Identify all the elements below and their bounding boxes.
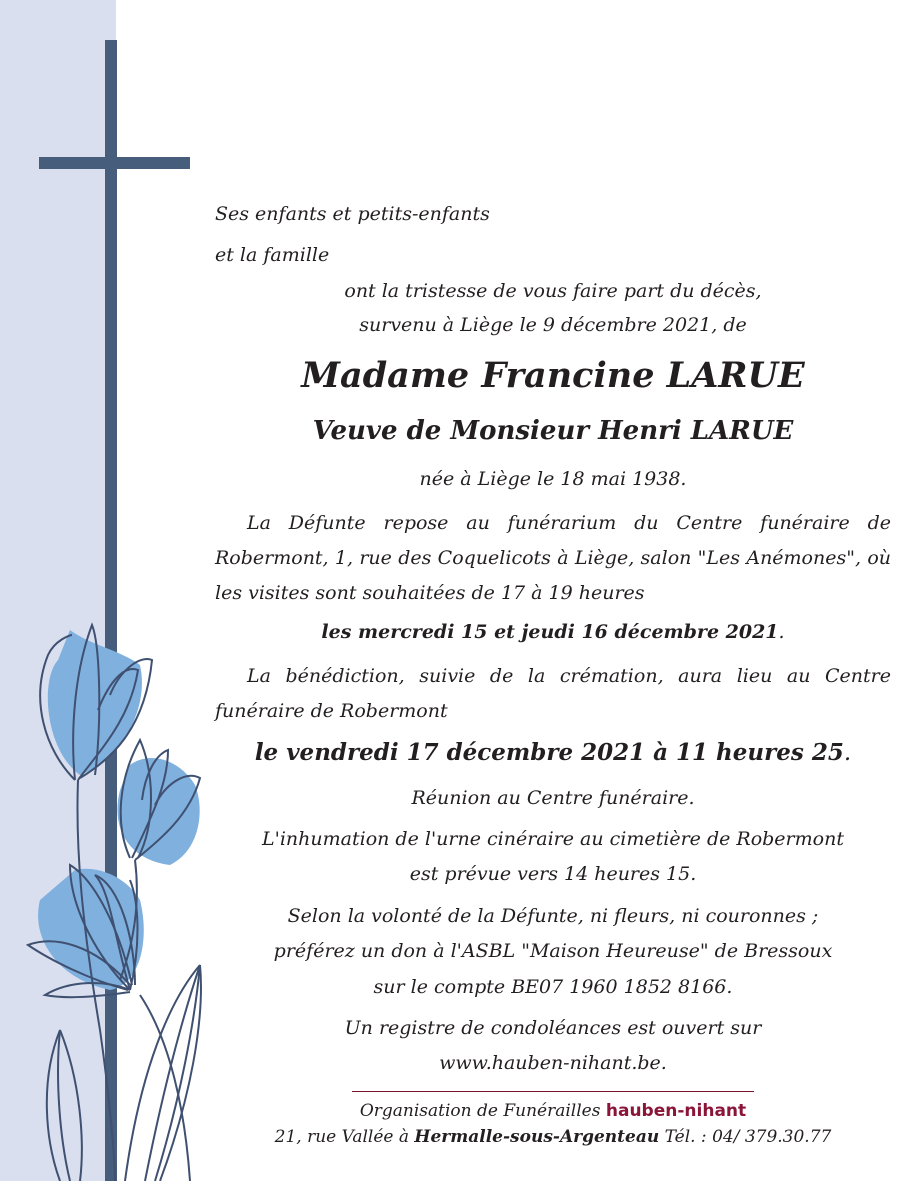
register-link[interactable]: www.hauben-nihant.be. [439,1052,667,1074]
ceremony-date-suffix: . [843,740,852,766]
inhumation-line-1: L'inhumation de l'urne cinéraire au cimetière de Robermont [262,828,844,850]
footer-phone: Tél. : 04/ 379.30.77 [664,1127,832,1147]
visitation-dates-bold: les mercredi 15 et jeudi 16 décembre 2021 [321,621,779,643]
footer-divider [352,1091,754,1092]
register-line-1: Un registre de condoléances est ouvert sur [344,1017,762,1039]
deceased-name: Madame Francine LARUE [301,355,805,396]
ceremony-text: La bénédiction, suivie de la crémation, aura lieu au Centre funéraire de Robermont [215,665,891,722]
footer-address [215,1125,891,1149]
tulip-flowers-illustration [0,600,240,1181]
footer-org-label: Organisation de Funérailles [359,1101,601,1121]
inhumation-line-2: est prévue vers 14 heures 15. [409,863,697,885]
cross-bar [39,157,190,169]
footer-organisation [352,1099,754,1123]
visitation-dates-suffix: . [778,621,785,643]
footer-address-town: Hermalle-sous-Argenteau [414,1127,660,1147]
intro-line-2: et la famille [215,244,330,266]
brand-logo: hauben-nihant [605,1101,747,1121]
wishes-line-2: préférez un don à l'ASBL "Maison Heureuse" de Bressoux [273,940,833,962]
visitation-text: La Défunte repose au funérarium du Centre funéraire de Robermont, 1, rue des Coquelicots à Liège, salon "Les Anémones", où les visites sont souhaitées de 17 à 19 heures [215,512,891,604]
birth-info: née à Liège le 18 mai 1938. [419,468,687,490]
visitation-dates [215,620,891,644]
footer-address-prefix: 21, rue Vallée à [274,1127,410,1147]
reunion-text: Réunion au Centre funéraire. [411,787,695,809]
wishes-line-1: Selon la volonté de la Défunte, ni fleurs, ni couronnes ; [287,905,819,927]
intro-line-3: ont la tristesse de vous faire part du décès, [344,280,762,302]
wishes-line-3: sur le compte BE07 1960 1852 8166. [373,976,733,998]
widow-of: Veuve de Monsieur Henri LARUE [312,416,794,446]
intro-line-1: Ses enfants et petits-enfants [215,203,490,225]
ceremony-date [215,741,891,765]
intro-line-4: survenu à Liège le 9 décembre 2021, de [359,314,747,336]
ceremony-date-bold: le vendredi 17 décembre 2021 à 11 heures 25 [254,739,844,766]
